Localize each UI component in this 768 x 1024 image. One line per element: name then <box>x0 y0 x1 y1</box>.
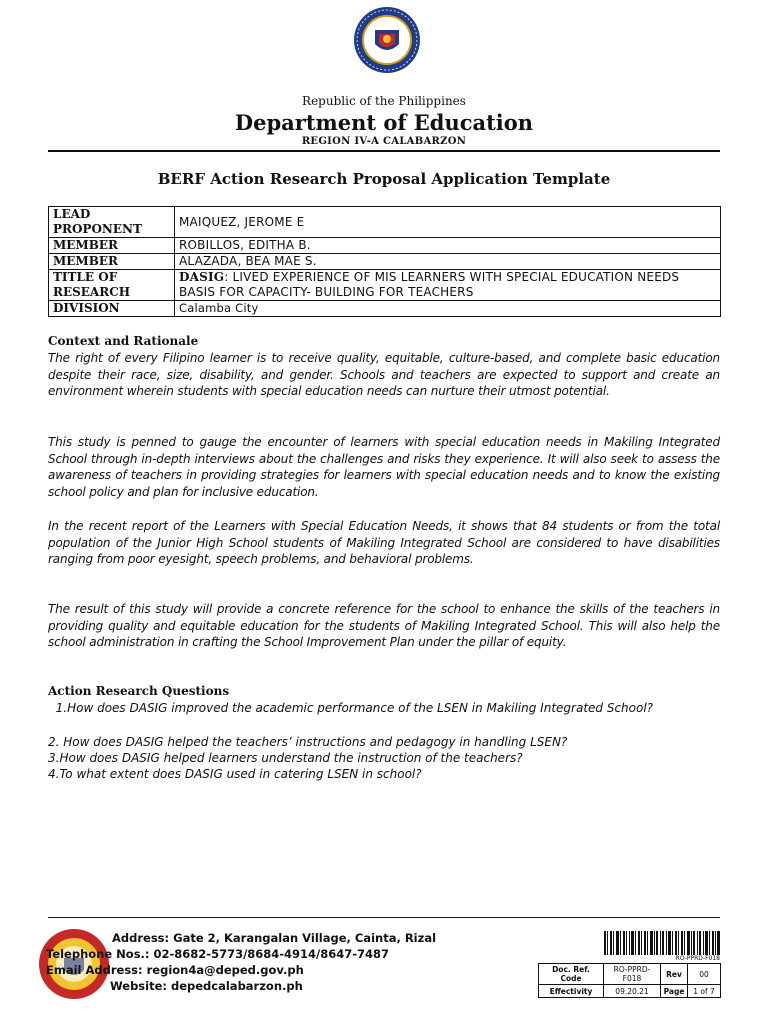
lead-label: LEAD PROPONENT <box>49 207 175 238</box>
research-question-2: 2. How does DASIG helped the teachers’ instructions and pedagogy in handling LSEN? <box>48 735 568 749</box>
table-row <box>539 964 721 985</box>
barcode-icon <box>604 931 720 955</box>
member-value: ALAZADA, BEA MAE S. <box>175 254 721 270</box>
footer-email: Email Address: region4a@deped.gov.ph <box>46 963 304 977</box>
member-value: ROBILLOS, EDITHA B. <box>175 238 721 254</box>
region-heading: REGION IV-A CALABARZON <box>301 136 467 147</box>
department-heading: Department of Education <box>234 110 534 135</box>
research-question-1: 1.How does DASIG improved the academic performance of the LSEN in Makiling Integrated School? <box>48 701 654 715</box>
lead-value: MAIQUEZ, JEROME E <box>175 207 721 238</box>
context-paragraph-3: In the recent report of the Learners with Special Education Needs, it shows that 84 students or from the total population of the Junior High School students of Makiling Integrated School are considered to have disabilities ranging from poor eyesight, speech problems, and behavioral problems. <box>48 519 720 566</box>
member-label: MEMBER <box>49 254 175 270</box>
questions-heading: Action Research Questions <box>48 684 230 698</box>
table-row <box>49 238 721 254</box>
table-row <box>49 254 721 270</box>
page-value: 1 of 7 <box>688 985 721 998</box>
doc-ref-label: Doc. Ref. Code <box>539 964 604 985</box>
barcode-label: RO-PPRD-F018 <box>675 955 720 962</box>
table-row <box>49 270 721 301</box>
document-title: BERF Action Research Proposal Application Template <box>157 170 611 188</box>
document-reference-table <box>538 963 721 998</box>
table-row <box>539 985 721 998</box>
rev-label: Rev <box>661 964 688 985</box>
page-label: Page <box>661 985 688 998</box>
footer-website: Website: depedcalabarzon.ph <box>110 979 303 993</box>
footer-contact <box>46 930 436 994</box>
footer-divider <box>48 917 720 918</box>
effectivity-label: Effectivity <box>539 985 604 998</box>
title-label: TITLE OF RESEARCH <box>49 270 175 301</box>
proposal-info-table <box>48 206 721 317</box>
context-paragraph-4: The result of this study will provide a concrete reference for the school to enhance the skills of the teachers in providing quality and equitable education for the students of Makiling Integrated School. This will also help the school administration in crafting the School Improvement Plan under the pillar of equity. <box>48 602 720 649</box>
division-value: Calamba City <box>175 301 721 317</box>
member-label: MEMBER <box>49 238 175 254</box>
deped-seal-icon <box>353 6 421 74</box>
research-question-4: 4.To what extent does DASIG used in catering LSEN in school? <box>48 767 422 781</box>
title-value-rest: : LIVED EXPERIENCE OF MIS LEARNERS WITH SPECIAL EDUCATION NEEDS BASIS FOR CAPACITY- BUILDING FOR TEACHERS <box>179 270 680 299</box>
doc-ref-value: RO-PPRD-F018 <box>604 964 661 985</box>
title-value <box>175 270 721 301</box>
effectivity-value: 09.20.21 <box>604 985 661 998</box>
footer-telephone: Telephone Nos.: 02-8682-5773/8684-4914/8647-7487 <box>46 947 390 961</box>
division-label: DIVISION <box>49 301 175 317</box>
research-question-3: 3.How does DASIG helped learners understand the instruction of the teachers? <box>48 751 523 765</box>
context-paragraph-2: This study is penned to gauge the encounter of learners with special education needs in Makiling Integrated School through in-depth interviews about the challenges and risks they experience. It will also seek to assess the awareness of teachers in providing strategies for learners with special education needs and to know the existing school policy and plan for inclusive education. <box>48 435 720 499</box>
footer-address: Address: Gate 2, Karangalan Village, Cainta, Rizal <box>112 931 437 945</box>
context-paragraph-1: The right of every Filipino learner is to receive quality, equitable, culture-based, and complete basic education despite their race, size, disability, and gender. Schools and teachers are expected to support and create an environment wherein students with special education needs can nurture their utmost potential. <box>48 351 720 398</box>
title-value-bold: DASIG <box>179 270 225 284</box>
republic-heading: Republic of the Philippines <box>302 94 466 108</box>
context-heading: Context and Rationale <box>48 334 199 348</box>
header-divider <box>48 150 720 152</box>
table-row <box>49 301 721 317</box>
rev-value: 00 <box>688 964 721 985</box>
table-row <box>49 207 721 238</box>
